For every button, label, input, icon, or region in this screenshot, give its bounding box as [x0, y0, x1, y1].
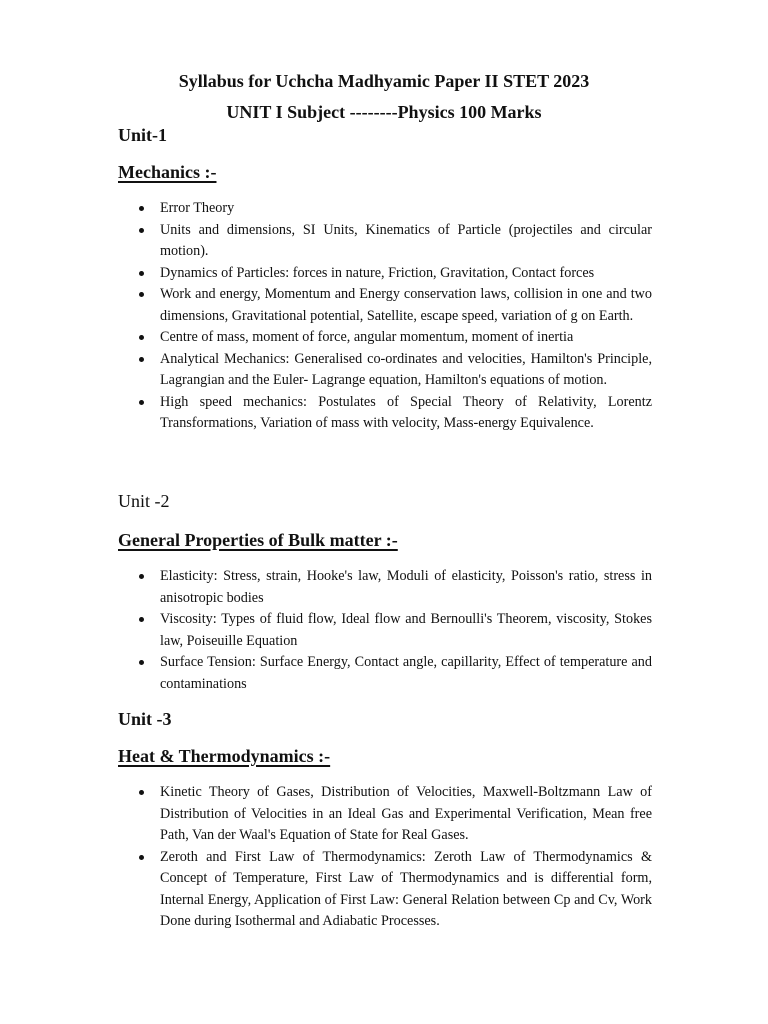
list-item: Viscosity: Types of fluid flow, Ideal flow and Bernoulli's Theorem, viscosity, Stokes law, Poiseuille Equation: [134, 609, 652, 652]
bullet-icon: [139, 335, 144, 340]
list-item: Units and dimensions, SI Units, Kinematics of Particle (projectiles and circular motion).: [134, 220, 652, 263]
bullet-icon: [139, 292, 144, 297]
list-item: Work and energy, Momentum and Energy conservation laws, collision in one and two dimensions, Gravitational potential, Satellite, escape speed, variation of g on Earth.: [134, 284, 652, 327]
document-title: Syllabus for Uchcha Madhyamic Paper II STET 2023: [178, 71, 590, 91]
list-item: Kinetic Theory of Gases, Distribution of Velocities, Maxwell-Boltzmann Law of Distribution of Velocities in an Ideal Gas and Experimental Verification, Mean free Path, Van der Waal's Equation of State for Real Gases.: [134, 782, 652, 847]
list-item: Surface Tension: Surface Energy, Contact angle, capillarity, Effect of temperature and contaminations: [134, 652, 652, 695]
bullet-icon: [139, 855, 144, 860]
list-item: High speed mechanics: Postulates of Special Theory of Relativity, Lorentz Transformations, Variation of mass with velocity, Mass-energy Equivalence.: [134, 392, 652, 435]
bullet-icon: [139, 400, 144, 405]
bullet-icon: [139, 228, 144, 233]
list-item: Analytical Mechanics: Generalised co-ordinates and velocities, Hamilton's Principle, Lagrangian and the Euler- Lagrange equation, Hamilton's equations of motion.: [134, 349, 652, 392]
list-item: Zeroth and First Law of Thermodynamics: Zeroth Law of Thermodynamics & Concept of Temperature, First Law of Thermodynamics and is differential form, Internal Energy, Application of First Law: General Relation between Cp and Cv, Work Done during Isothermal and Adiabatic Processes.: [134, 847, 652, 933]
document-subtitle: UNIT I Subject --------Physics 100 Marks: [226, 102, 542, 122]
bullet-icon: [139, 574, 144, 579]
list-item: Centre of mass, moment of force, angular momentum, moment of inertia: [134, 327, 652, 349]
section-heading-bulk-matter: General Properties of Bulk matter :-: [118, 530, 398, 550]
unit-2-label: Unit -2: [118, 491, 170, 511]
bullet-icon: [139, 206, 144, 211]
bullet-icon: [139, 660, 144, 665]
bullet-icon: [139, 617, 144, 622]
section-heading-thermodynamics: Heat & Thermodynamics :-: [118, 746, 331, 766]
list-item: Dynamics of Particles: forces in nature, Friction, Gravitation, Contact forces: [134, 263, 652, 285]
unit-1-label: Unit-1: [118, 125, 167, 145]
bulk-matter-topic-list: [134, 566, 652, 695]
bullet-icon: [139, 271, 144, 276]
list-item: Elasticity: Stress, strain, Hooke's law, Moduli of elasticity, Poisson's ratio, stress in anisotropic bodies: [134, 566, 652, 609]
unit-3-label: Unit -3: [118, 709, 172, 729]
thermodynamics-topic-list: [134, 782, 652, 933]
section-heading-mechanics: Mechanics :-: [118, 162, 217, 182]
list-item: Error Theory: [134, 198, 652, 220]
mechanics-topic-list: [134, 198, 652, 435]
bullet-icon: [139, 357, 144, 362]
bullet-icon: [139, 790, 144, 795]
